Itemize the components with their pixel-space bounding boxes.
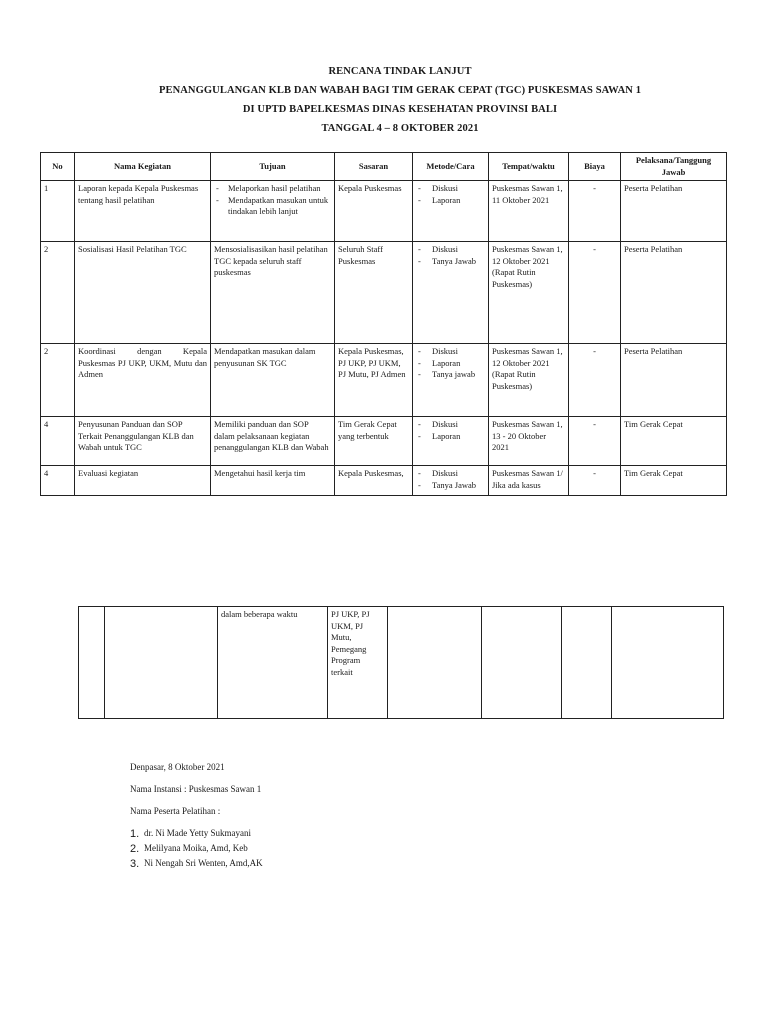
cell-kegiatan: Laporan kepada Kepala Puskesmas tentang hasil pelatihan [75, 181, 211, 242]
metode-item: - Diskusi [416, 346, 485, 358]
metode-item: - Diskusi [416, 183, 485, 195]
header-nama-kegiatan: Nama Kegiatan [75, 153, 211, 181]
title-line-4: TANGGAL 4 – 8 OKTOBER 2021 [321, 123, 479, 134]
cell-metode [413, 466, 489, 496]
cell-tempat: Puskesmas Sawan 1, 13 - 20 Oktober 2021 [489, 417, 569, 466]
cell-pelaksana: Peserta Pelatihan [621, 242, 727, 344]
title-line-2: PENANGGULANGAN KLB DAN WABAH BAGI TIM GERAK CEPAT (TGC) PUSKESMAS SAWAN 1 [158, 85, 642, 96]
cell-tujuan: dalam beberapa waktu [218, 607, 328, 719]
metode-item: - Diskusi [416, 468, 485, 480]
cell-biaya [562, 607, 612, 719]
cell-metode [413, 242, 489, 344]
cell-kegiatan: Evaluasi kegiatan [75, 466, 211, 496]
cell-no: 2 [41, 242, 75, 344]
cell-no: 1 [41, 181, 75, 242]
table-row [41, 466, 727, 496]
cell-metode [413, 417, 489, 466]
header-no: No [41, 153, 75, 181]
metode-item: - Tanya Jawab [416, 480, 485, 492]
cell-metode [413, 344, 489, 417]
cell-no: 2 [41, 344, 75, 417]
title-line-3: DI UPTD BAPELKESMAS DINAS KESEHATAN PROVINSI BALI [242, 104, 558, 115]
cell-tempat [482, 607, 562, 719]
cell-kegiatan [105, 607, 218, 719]
peserta-name: Ni Nengah Sri Wenten, Amd,AK [144, 858, 263, 868]
cell-sasaran: Kepala Puskesmas, PJ UKP, PJ UKM, PJ Mutu, PJ Admen [335, 344, 413, 417]
cell-tujuan: Memiliki panduan dan SOP dalam pelaksanaan kegiatan penanggulangan KLB dan Wabah [211, 417, 335, 466]
peserta-list [130, 828, 263, 873]
header-metode: Metode/Cara [413, 153, 489, 181]
peserta-label: Nama Peserta Pelatihan : [130, 806, 221, 816]
metode-item: - Diskusi [416, 419, 485, 431]
peserta-name: Melilyana Moika, Amd, Keb [144, 843, 248, 853]
title-line-1: RENCANA TINDAK LANJUT [328, 66, 472, 77]
table-row [79, 607, 724, 719]
metode-item: - Laporan [416, 431, 485, 443]
list-item [130, 843, 263, 858]
table-row [41, 242, 727, 344]
cell-pelaksana: Peserta Pelatihan [621, 344, 727, 417]
place-date: Denpasar, 8 Oktober 2021 [130, 762, 225, 772]
cell-pelaksana: Tim Gerak Cepat [621, 466, 727, 496]
metode-item: - Laporan [416, 358, 485, 370]
cell-biaya: - [569, 466, 621, 496]
cell-biaya: - [569, 242, 621, 344]
cell-pelaksana: Tim Gerak Cepat [621, 417, 727, 466]
cell-tujuan: Mensosialisasikan hasil pelatihan TGC kepada seluruh staff puskesmas [211, 242, 335, 344]
table-row [41, 417, 727, 466]
cell-tempat: Puskesmas Sawan 1, 11 Oktober 2021 [489, 181, 569, 242]
cell-sasaran: PJ UKP, PJ UKM, PJ Mutu, Pemegang Program terkait [328, 607, 388, 719]
cell-no [79, 607, 105, 719]
list-item [130, 828, 263, 843]
tujuan-item: - Melaporkan hasil pelatihan [214, 183, 331, 195]
cell-kegiatan: Penyusunan Panduan dan SOP Terkait Penanggulangan KLB dan Wabah untuk TGC [75, 417, 211, 466]
header-sasaran: Sasaran [335, 153, 413, 181]
metode-item: - Diskusi [416, 244, 485, 256]
metode-item: - Tanya Jawab [416, 256, 485, 268]
peserta-name: dr. Ni Made Yetty Sukmayani [144, 828, 251, 838]
list-number: 3. [130, 858, 140, 870]
cell-no: 4 [41, 466, 75, 496]
cell-tempat: Puskesmas Sawan 1, 12 Oktober 2021 (Rapat Rutin Puskesmas) [489, 344, 569, 417]
action-plan-table [40, 152, 727, 496]
cell-kegiatan: Sosialisasi Hasil Pelatihan TGC [75, 242, 211, 344]
cell-kegiatan: Koordinasi dengan Kepala Puskesmas PJ UKP, UKM, Mutu dan Admen [75, 344, 211, 417]
cell-sasaran: Tim Gerak Cepat yang terbentuk [335, 417, 413, 466]
document-title-block [0, 62, 768, 138]
header-biaya: Biaya [569, 153, 621, 181]
cell-sasaran: Kepala Puskesmas, [335, 466, 413, 496]
metode-item: - Tanya jawab [416, 369, 485, 381]
cell-pelaksana: Peserta Pelatihan [621, 181, 727, 242]
list-item [130, 858, 263, 873]
cell-sasaran: Seluruh Staff Puskesmas [335, 242, 413, 344]
metode-item: - Laporan [416, 195, 485, 207]
cell-tempat: Puskesmas Sawan 1, 12 Oktober 2021 (Rapat Rutin Puskesmas) [489, 242, 569, 344]
cell-pelaksana [612, 607, 724, 719]
cell-biaya: - [569, 417, 621, 466]
cell-metode [413, 181, 489, 242]
table-row [41, 181, 727, 242]
cell-tempat: Puskesmas Sawan 1/ Jika ada kasus [489, 466, 569, 496]
list-number: 1. [130, 828, 140, 840]
cell-tujuan [211, 181, 335, 242]
cell-biaya: - [569, 344, 621, 417]
tujuan-item: - Mendapatkan masukan untuk tindakan lebih lanjut [214, 195, 331, 218]
list-number: 2. [130, 843, 140, 855]
signature-footer [130, 762, 263, 873]
instansi: Nama Instansi : Puskesmas Sawan 1 [130, 784, 262, 794]
table-row [41, 344, 727, 417]
cell-metode [388, 607, 482, 719]
cell-no: 4 [41, 417, 75, 466]
cell-sasaran: Kepala Puskesmas [335, 181, 413, 242]
header-tujuan: Tujuan [211, 153, 335, 181]
cell-tujuan: Mendapatkan masukan dalam penyusunan SK TGC [211, 344, 335, 417]
header-tempat-waktu: Tempat/waktu [489, 153, 569, 181]
table-header-row [41, 153, 727, 181]
cell-tujuan: Mengetahui hasil kerja tim [211, 466, 335, 496]
continuation-table [78, 606, 724, 719]
header-pelaksana: Pelaksana/Tanggung Jawab [621, 153, 727, 181]
cell-biaya: - [569, 181, 621, 242]
